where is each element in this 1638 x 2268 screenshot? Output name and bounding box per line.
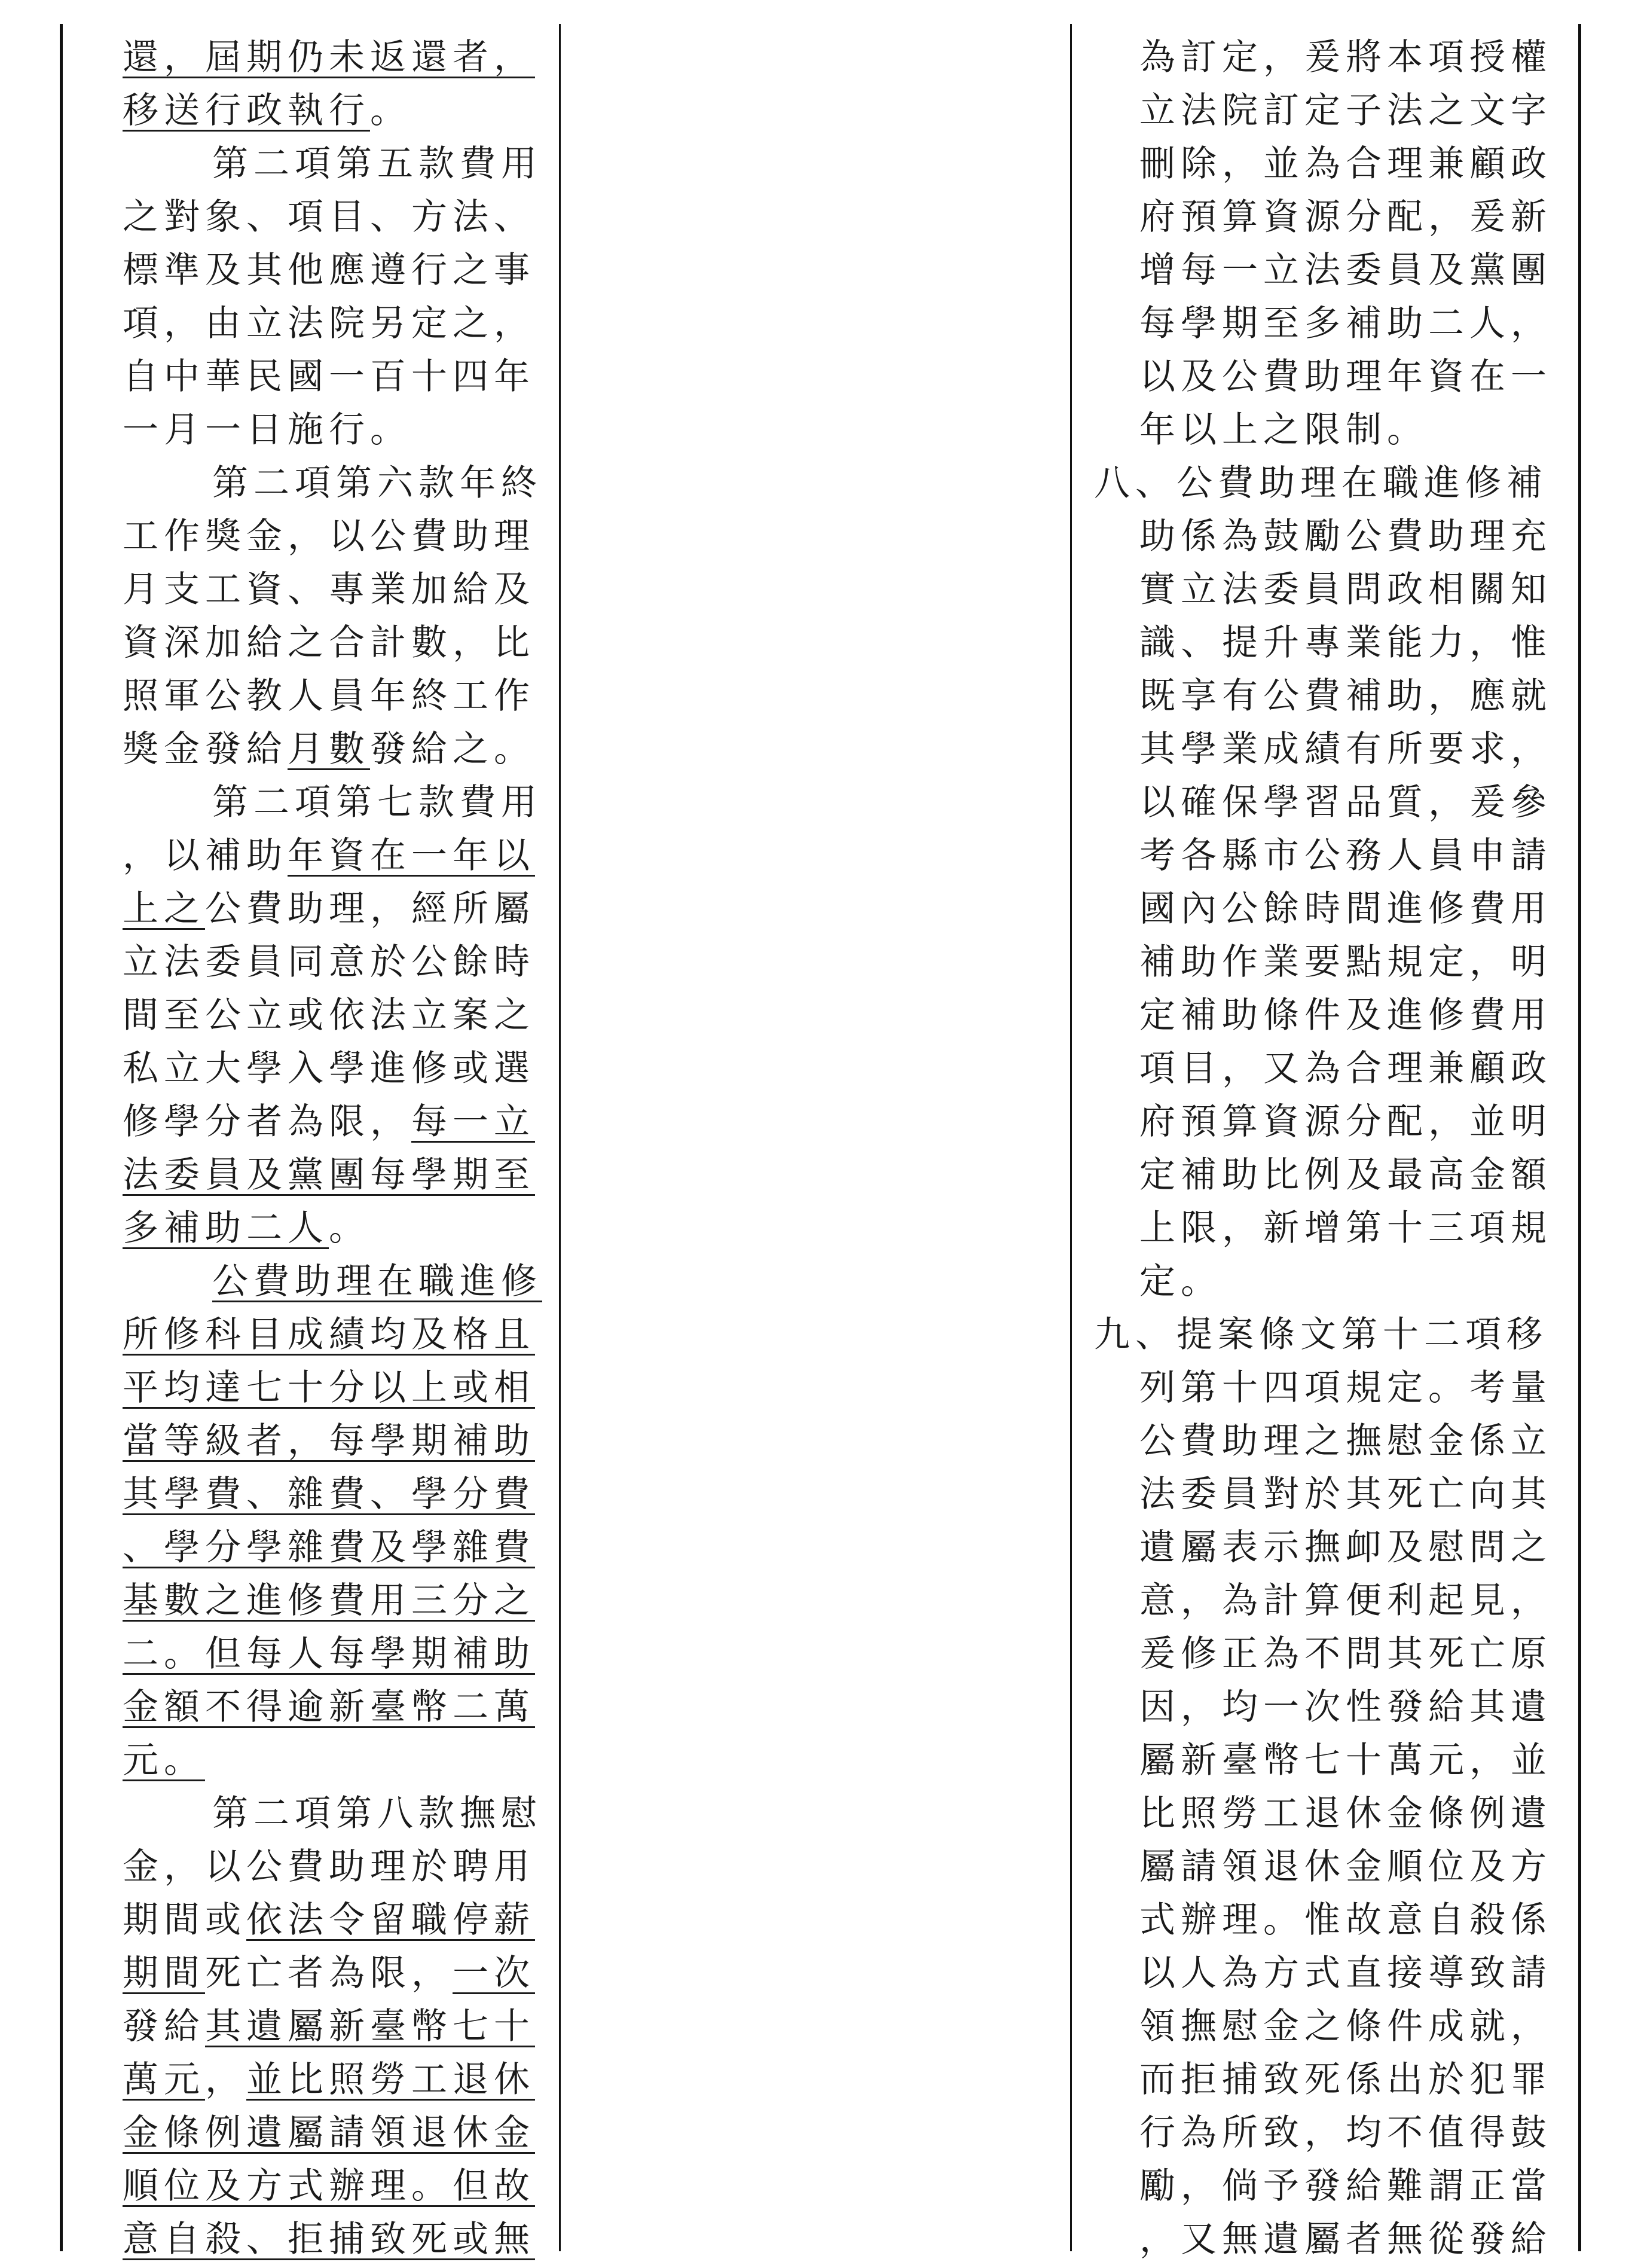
underlined-amendment-text: 其學費、雜費、學分費 [123,1473,535,1515]
text-segment: ， [205,2059,246,2101]
left-text-line [123,563,547,616]
text-segment: 金，以公費助理於聘用 [123,1846,535,1888]
left-text-line [123,1681,547,1734]
right-text-line [1094,2107,1566,2160]
text-segment: 月支工資、專業加給及 [123,569,535,611]
text-segment: 比照勞工退休金條例遺 [1139,1793,1552,1834]
left-text-line [123,1628,547,1681]
text-segment: 九、提案條文第十二項移 [1094,1314,1548,1356]
text-segment: ，又無遺屬者無從發給 [1139,2218,1552,2260]
left-text-line [123,1362,547,1415]
underlined-amendment-text: 當等級者，每學期補助 [123,1420,535,1462]
left-text-line [123,297,547,350]
left-text-line [123,1202,547,1255]
text-segment: 年以上之限制。 [1139,409,1428,451]
text-segment: 府預算資源分配，並明 [1139,1101,1552,1143]
text-segment: 第二項第七款費用 [212,782,542,823]
right-text-line [1094,2213,1566,2266]
right-text-line [1094,989,1566,1042]
text-segment: 照軍公教人員年終工作 [123,675,535,717]
text-segment: 補助作業要點規定，明 [1139,941,1552,983]
text-segment: 刪除，並為合理兼顧政 [1139,143,1552,185]
left-text-line [123,2107,547,2160]
text-segment: 。 [370,90,411,132]
left-text-line [123,1468,547,1521]
right-text-line [1094,244,1566,297]
left-text-line [123,457,547,510]
underlined-amendment-text: 上之 [123,888,205,930]
text-segment: 項，由立法院另定之， [123,303,535,344]
right-text-line [1094,2000,1566,2053]
text-segment: 府預算資源分配，爰新 [1139,196,1552,238]
underlined-amendment-text: 金條例遺屬請領退休金 [123,2112,535,2154]
text-segment: 為訂定，爰將本項授權 [1139,36,1552,78]
text-segment: 死亡者為限， [205,1952,453,1994]
left-text-line [123,936,547,989]
right-text-line [1094,1947,1566,2000]
right-text-line [1094,1521,1566,1574]
text-segment: 屬請領退休金順位及方 [1139,1846,1552,1888]
underlined-amendment-text: 、學分學雜費及學雜費 [123,1527,535,1568]
left-text-line [123,191,547,244]
left-text-line [123,616,547,670]
right-text-line [1094,1042,1566,1095]
left-text-line [123,244,547,297]
text-segment: 以人為方式直接導致請 [1139,1952,1552,1994]
left-text-line [123,1734,547,1787]
text-segment: 國內公餘時間進修費用 [1139,888,1552,930]
right-text-line [1094,350,1566,404]
right-text-line [1094,1681,1566,1734]
text-segment: 第二項第八款撫慰 [212,1793,542,1834]
right-text-line [1094,723,1566,776]
underlined-amendment-text: 基數之進修費用三分之 [123,1580,535,1622]
text-segment: 助係為鼓勵公費助理充 [1139,515,1552,557]
right-text-line [1094,31,1566,84]
underlined-amendment-text: 多補助二人 [123,1207,329,1249]
right-text-line [1094,2160,1566,2213]
right-text-line [1094,829,1566,883]
text-segment: 爰修正為不問其死亡原 [1139,1633,1552,1675]
underlined-amendment-text: 一次 [453,1952,535,1994]
right-text-line [1094,1255,1566,1308]
underlined-amendment-text: 移送行政執行 [123,90,370,132]
text-segment: 八、公費助理在職進修補 [1094,462,1548,504]
right-text-line [1094,616,1566,670]
right-text-line [1094,404,1566,457]
text-segment: 一月一日施行。 [123,409,411,451]
left-column-divider-rule [559,24,561,2251]
text-segment: 自中華民國一百十四年 [123,356,535,398]
right-text-line [1094,1095,1566,1149]
left-text-line [123,84,547,138]
right-text-line [1094,1734,1566,1787]
right-margin-rule [1578,24,1581,2251]
right-text-line [1094,670,1566,723]
underlined-amendment-text: 期間 [123,1952,205,1994]
underlined-amendment-text: 所修科目成績均及格且 [123,1314,535,1356]
left-text-line [123,1095,547,1149]
right-text-line [1094,1362,1566,1415]
text-segment: 資深加給之合計數，比 [123,622,535,664]
right-text-line [1094,297,1566,350]
text-segment: 以及公費助理年資在一 [1139,356,1552,398]
left-text-line [123,510,547,563]
text-segment: 屬新臺幣七十萬元，並 [1139,1739,1552,1781]
right-text-line [1094,1149,1566,1202]
text-segment: 發給 [123,2006,205,2047]
left-text-line [123,1149,547,1202]
right-text-line [1094,1308,1566,1362]
underlined-amendment-text: 還，屆期仍未返還者， [123,36,535,78]
text-segment: 間至公立或依法立案之 [123,994,535,1036]
left-text-column [123,31,547,2266]
left-text-line [123,1894,547,1947]
text-segment: 式辦理。惟故意自殺係 [1139,1899,1552,1941]
right-text-line [1094,883,1566,936]
text-segment: 實立法委員問政相關知 [1139,569,1552,611]
right-text-line [1094,1787,1566,1840]
underlined-amendment-text: 其遺屬新臺幣七十 [205,2006,535,2047]
text-segment: 。 [329,1207,370,1249]
left-text-line [123,2213,547,2266]
left-text-line [123,989,547,1042]
right-text-line [1094,138,1566,191]
text-segment: 遺屬表示撫卹及慰問之 [1139,1527,1552,1568]
right-text-line [1094,776,1566,829]
text-segment: 上限，新增第十三項規 [1139,1207,1552,1249]
text-segment: ，以補助 [123,835,288,877]
text-segment: 考各縣市公務人員申請 [1139,835,1552,877]
text-segment: 立法委員同意於公餘時 [123,941,535,983]
text-segment: 既享有公費補助，應就 [1139,675,1552,717]
right-text-line [1094,1894,1566,1947]
left-text-line [123,1042,547,1095]
underlined-amendment-text: 金額不得逾新臺幣二萬 [123,1686,535,1728]
underlined-amendment-text: 每一立 [411,1101,535,1143]
right-column-divider-rule [1070,24,1072,2251]
right-text-line [1094,1840,1566,1894]
text-segment: 修學分者為限， [123,1101,411,1143]
left-text-line [123,1308,547,1362]
text-segment: 增每一立法委員及黨團 [1139,249,1552,291]
right-text-line [1094,457,1566,510]
left-text-line [123,2160,547,2213]
text-segment: 標準及其他應遵行之事 [123,249,535,291]
underlined-amendment-text: 二。但每人每學期補助 [123,1633,535,1675]
underlined-amendment-text: 元。 [123,1739,205,1781]
text-segment: 工作獎金，以公費助理 [123,515,535,557]
text-segment: 定補助條件及進修費用 [1139,994,1552,1036]
left-text-line [123,2053,547,2107]
left-text-line [123,31,547,84]
right-text-line [1094,563,1566,616]
text-segment: 發給之。 [370,728,535,770]
left-text-line [123,1415,547,1468]
right-text-line [1094,510,1566,563]
text-segment: 勵，倘予發給難謂正當 [1139,2165,1552,2207]
text-segment: 公費助理之撫慰金係立 [1139,1420,1552,1462]
underlined-amendment-text: 意自殺、拒捕致死或無 [123,2218,535,2260]
left-text-line [123,1840,547,1894]
text-segment: 定。 [1139,1260,1222,1302]
left-text-line [123,670,547,723]
left-text-line [123,723,547,776]
left-text-line [123,1947,547,2000]
right-text-line [1094,1628,1566,1681]
left-text-line [123,2000,547,2053]
left-text-line [123,776,547,829]
left-text-line [123,404,547,457]
right-text-column [1094,31,1566,2266]
underlined-amendment-text: 年資在一年以 [288,835,535,877]
text-segment: 項目，又為合理兼顧政 [1139,1048,1552,1089]
text-segment: 私立大學入學進修或選 [123,1048,535,1089]
underlined-amendment-text: 萬元 [123,2059,205,2101]
underlined-amendment-text: 平均達七十分以上或相 [123,1367,535,1409]
left-text-line [123,883,547,936]
text-segment: 公費助理，經所屬 [205,888,535,930]
right-text-line [1094,2053,1566,2107]
left-text-line [123,829,547,883]
text-segment: 以確保學習品質，爰參 [1139,782,1552,823]
text-segment: 定補助比例及最高金額 [1139,1154,1552,1196]
left-text-line [123,1787,547,1840]
right-text-line [1094,1574,1566,1628]
text-segment: 獎金發給 [123,728,288,770]
underlined-amendment-text: 法委員及黨團每學期至 [123,1154,535,1196]
text-segment: 領撫慰金之條件成就， [1139,2006,1552,2047]
left-text-line [123,1255,547,1308]
underlined-amendment-text: 公費助理在職進修 [212,1260,542,1302]
left-text-line [123,350,547,404]
underlined-amendment-text: 順位及方式辦理。但故 [123,2165,535,2207]
right-text-line [1094,936,1566,989]
underlined-amendment-text: 依法令留職停薪 [246,1899,535,1941]
left-text-line [123,1574,547,1628]
right-text-line [1094,191,1566,244]
text-segment: 每學期至多補助二人， [1139,303,1552,344]
right-text-line [1094,1468,1566,1521]
text-segment: 第二項第五款費用 [212,143,542,185]
text-segment: 因，均一次性發給其遺 [1139,1686,1552,1728]
text-segment: 之對象、項目、方法、 [123,196,535,238]
text-segment: 列第十四項規定。考量 [1139,1367,1552,1409]
text-segment: 期間或 [123,1899,246,1941]
underlined-amendment-text: 並比照勞工退休 [246,2059,535,2101]
underlined-amendment-text: 月數 [288,728,370,770]
right-text-line [1094,1202,1566,1255]
text-segment: 識、提升專業能力，惟 [1139,622,1552,664]
text-segment: 立法院訂定子法之文字 [1139,90,1552,132]
text-segment: 第二項第六款年終 [212,462,542,504]
right-text-line [1094,84,1566,138]
left-margin-rule [60,24,63,2251]
left-text-line [123,138,547,191]
left-text-line [123,1521,547,1574]
text-segment: 行為所致，均不值得鼓 [1139,2112,1552,2154]
right-text-line [1094,1415,1566,1468]
text-segment: 而拒捕致死係出於犯罪 [1139,2059,1552,2101]
text-segment: 意，為計算便利起見， [1139,1580,1552,1622]
text-segment: 其學業成績有所要求， [1139,728,1552,770]
text-segment: 法委員對於其死亡向其 [1139,1473,1552,1515]
